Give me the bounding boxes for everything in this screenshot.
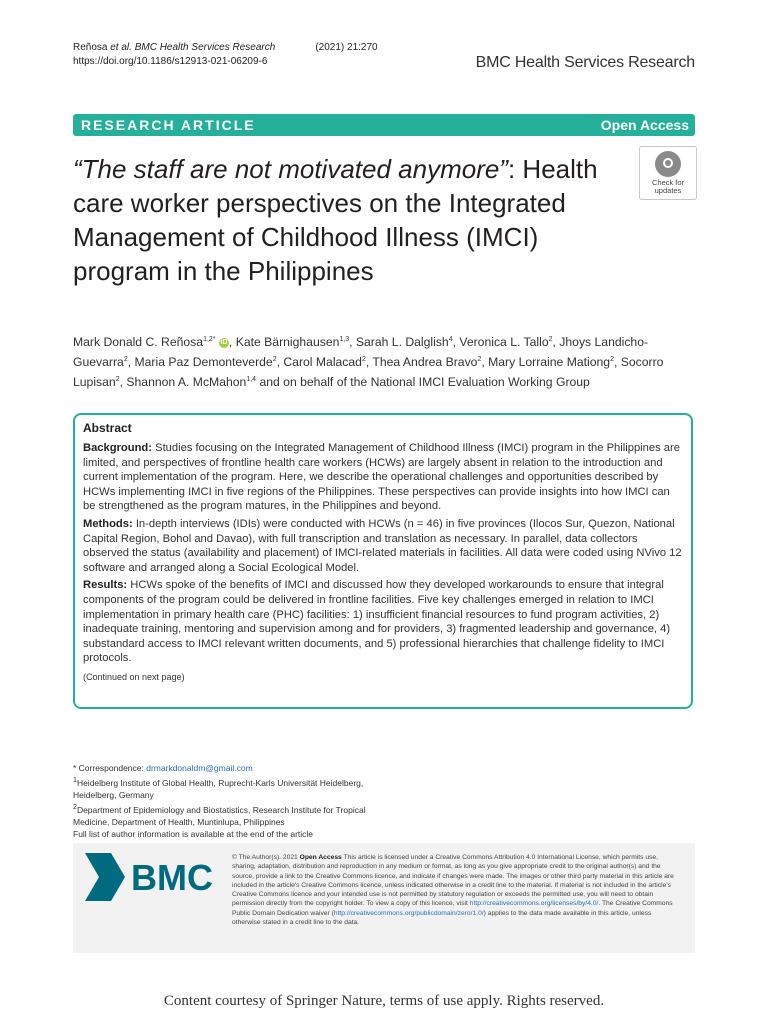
continued-note: (Continued on next page) (83, 671, 185, 682)
author-affiliation-sup: 2 (115, 376, 120, 384)
citation-journal: et al. BMC Health Services Research (110, 42, 276, 53)
author-name: Kate Bärnighausen (235, 335, 340, 350)
abstract-background: Background: Studies focusing on the Integrated Management of Childhood Illness (IMCI) program in the Philippines are limited, and perspectives of frontline health care workers (HCWs) are largely absent in relation to the introduction and current implementation of the program. Here, we describe the operational challenges and opportunities described by HCWs implementing IMCI in five regions of the Philippines. These perspectives can provide insights into how IMCI can be strengthened as the program matures, in the Philippines and beyond. (83, 442, 680, 513)
author-affiliation-sup: 2 (548, 336, 553, 343)
author-name: Shannon A. McMahon (126, 375, 247, 390)
check-for-updates-button[interactable] (639, 146, 697, 200)
cc0-waiver-link[interactable]: http://creativecommons.org/publicdomain/zero/1.0/ (333, 909, 484, 917)
orcid-icon[interactable]: iD (220, 338, 228, 346)
check-updates-label: Check for updates (651, 178, 685, 195)
article-type-banner (73, 114, 695, 136)
article-title (73, 152, 618, 288)
author-affiliation-sup: 1,3 (339, 336, 350, 343)
courtesy-notice: Content courtesy of Springer Nature, terms of use apply. Rights reserved. (163, 993, 605, 1009)
journal-name: BMC Health Services Research (475, 54, 695, 71)
abstract-heading: Abstract (83, 421, 132, 435)
correspondence-email-link[interactable]: drmarkdonaldm@gmail.com (146, 763, 253, 773)
title-quote: “The staff are not motivated anymore” (73, 154, 508, 184)
citation-line (73, 41, 378, 55)
author-name: Maria Paz Demonteverde (134, 355, 273, 370)
author-name: Mary Lorraine Mationg (488, 355, 611, 370)
author-name: Jhoys Landicho-Guevarra (73, 335, 649, 370)
bmc-logo (81, 847, 231, 907)
abstract-results: Results: HCWs spoke of the benefits of IMCI and discussed how they developed workarounds to ensure that integral components of the program could be delivered in frontline facilities. Five key challenges emerged in relation to IMCI implementation in primary health care (PHC) facilities: 1) insufficient financial resources to fund program activities, 2) inadequate training, mentoring and supervision among and for providers, 3) fragmented leadership and governance, 4) substandard access to IMCI relevant written documents, and 5) professional hierarchies that challenge fidelity to IMCI protocols. (83, 579, 671, 665)
affiliation-1: $^1$Heidelberg Institute of Global Health, Ruprecht-Karls Universität Heidelberg, Heidelberg, Germany (73, 776, 364, 800)
cc-by-license-link[interactable]: http://creativecommons.org/licenses/by/4.0/ (469, 900, 599, 908)
abstract-methods: Methods: In-depth interviews (IDIs) were conducted with HCWs (n = 46) in five provinces (Ilocos Sur, Quezon, National Capital Region, Bohol and Davao), with full transcription and translation as necessary. In parallel, data collectors observed the status (availability and placement) of IMCI-related materials in facilities. All data were coded using NVivo 12 software and arranged along a Social Ecological Model. (83, 517, 682, 574)
bmc-logo-text: BMC (131, 857, 213, 898)
author-affiliation-sup: 4 (448, 336, 453, 343)
open-access-label: Open Access (600, 117, 689, 133)
correspondence: * Correspondence: drmarkdonaldm@gmail.com (73, 763, 253, 773)
author-affiliation-sup: 2 (361, 356, 366, 364)
author-affiliation-sup: 2 (272, 356, 277, 364)
author-info-note: Full list of author information is available at the end of the article (73, 828, 314, 839)
author-name: Socorro Lupisan (73, 355, 664, 390)
author-affiliation-sup: 2 (610, 356, 614, 364)
citation-year: (2021) 21:270 (315, 42, 378, 53)
article-type-label: RESEARCH ARTICLE (81, 117, 256, 133)
title-rest: : Health care worker perspectives on the Integrated Management of Childhood Illness (IMCI) program in the Philippines (73, 154, 598, 286)
license-text: © The Author(s). 2021 Open Access This article is licensed under a Creative Commons Attribution 4.0 International License, which permits use, sharing, adaptation, distribution and reproduction in any medium or format, as long as you give appropriate credit to the original author(s) and the source, provide a link to the Creative Commons licence, and indicate if changes were made. The images or other third party material in this article are included in the article's Creative Commons licence, unless indicated otherwise in a credit line to the material. If material is not included in the article's Creative Commons licence and your intended use is not permitted by statutory regulation or exceeds the permitted use, you will need to obtain permission directly from the copyright holder. To view a copy of this licence, visit http://creativecommons.org/licenses/by/4.0/. The Creative Commons Public Domain Dedication waiver (http://creativecommons.org/publicdomain/zero/1.0/) applies to the data made available in this article, unless otherwise stated in a credit line to the data. (232, 854, 674, 927)
doi-link[interactable]: https://doi.org/10.1186/s12913-021-06209-6 (73, 56, 268, 67)
author-affiliation-sup: 1,4 (246, 376, 257, 384)
author-name: Thea Andrea Bravo (372, 355, 478, 370)
author-name: Carol Malacad (283, 355, 362, 370)
citation-author: Reñosa (73, 42, 111, 53)
update-check-icon (655, 151, 681, 177)
running-header (73, 41, 378, 69)
author-affiliation-sup: 2 (123, 356, 128, 364)
author-list: Mark Donald C. Reñosa$^{1,2*}$ iD , Kate Bärnighausen$^{1,3}$, Sarah L. Dalglish$^4$, Veronica L. Tallo$^2$, Jhoys Landicho-Guevarra$^2$, Maria Paz Demonteverde$^2$, Carol Malacad$^2$, Thea Andrea Bravo$^2$, Mary Lorraine Mationg$^2$, Socorro Lupisan$^2$, Shannon A. McMahon$^{1,4}$ and on behalf of the National IMCI Evaluation Working Group (73, 335, 664, 390)
author-affiliation-sup: 1,2* (203, 336, 216, 343)
author-name: Sarah L. Dalglish (355, 335, 449, 350)
author-name: Mark Donald C. Reñosa (73, 335, 204, 350)
footnotes (73, 762, 393, 840)
abstract-box (73, 413, 693, 709)
author-name: Veronica L. Tallo (459, 335, 549, 350)
author-affiliation-sup: 2 (477, 356, 482, 364)
affiliation-2: $^2$Department of Epidemiology and Biostatistics, Research Institute for Tropical Medicine, Department of Health, Muntinlupa, Philippines (73, 802, 366, 827)
working-group-note: and on behalf of the National IMCI Evaluation Working Group (256, 375, 590, 390)
bmc-logo-mark (85, 853, 125, 901)
